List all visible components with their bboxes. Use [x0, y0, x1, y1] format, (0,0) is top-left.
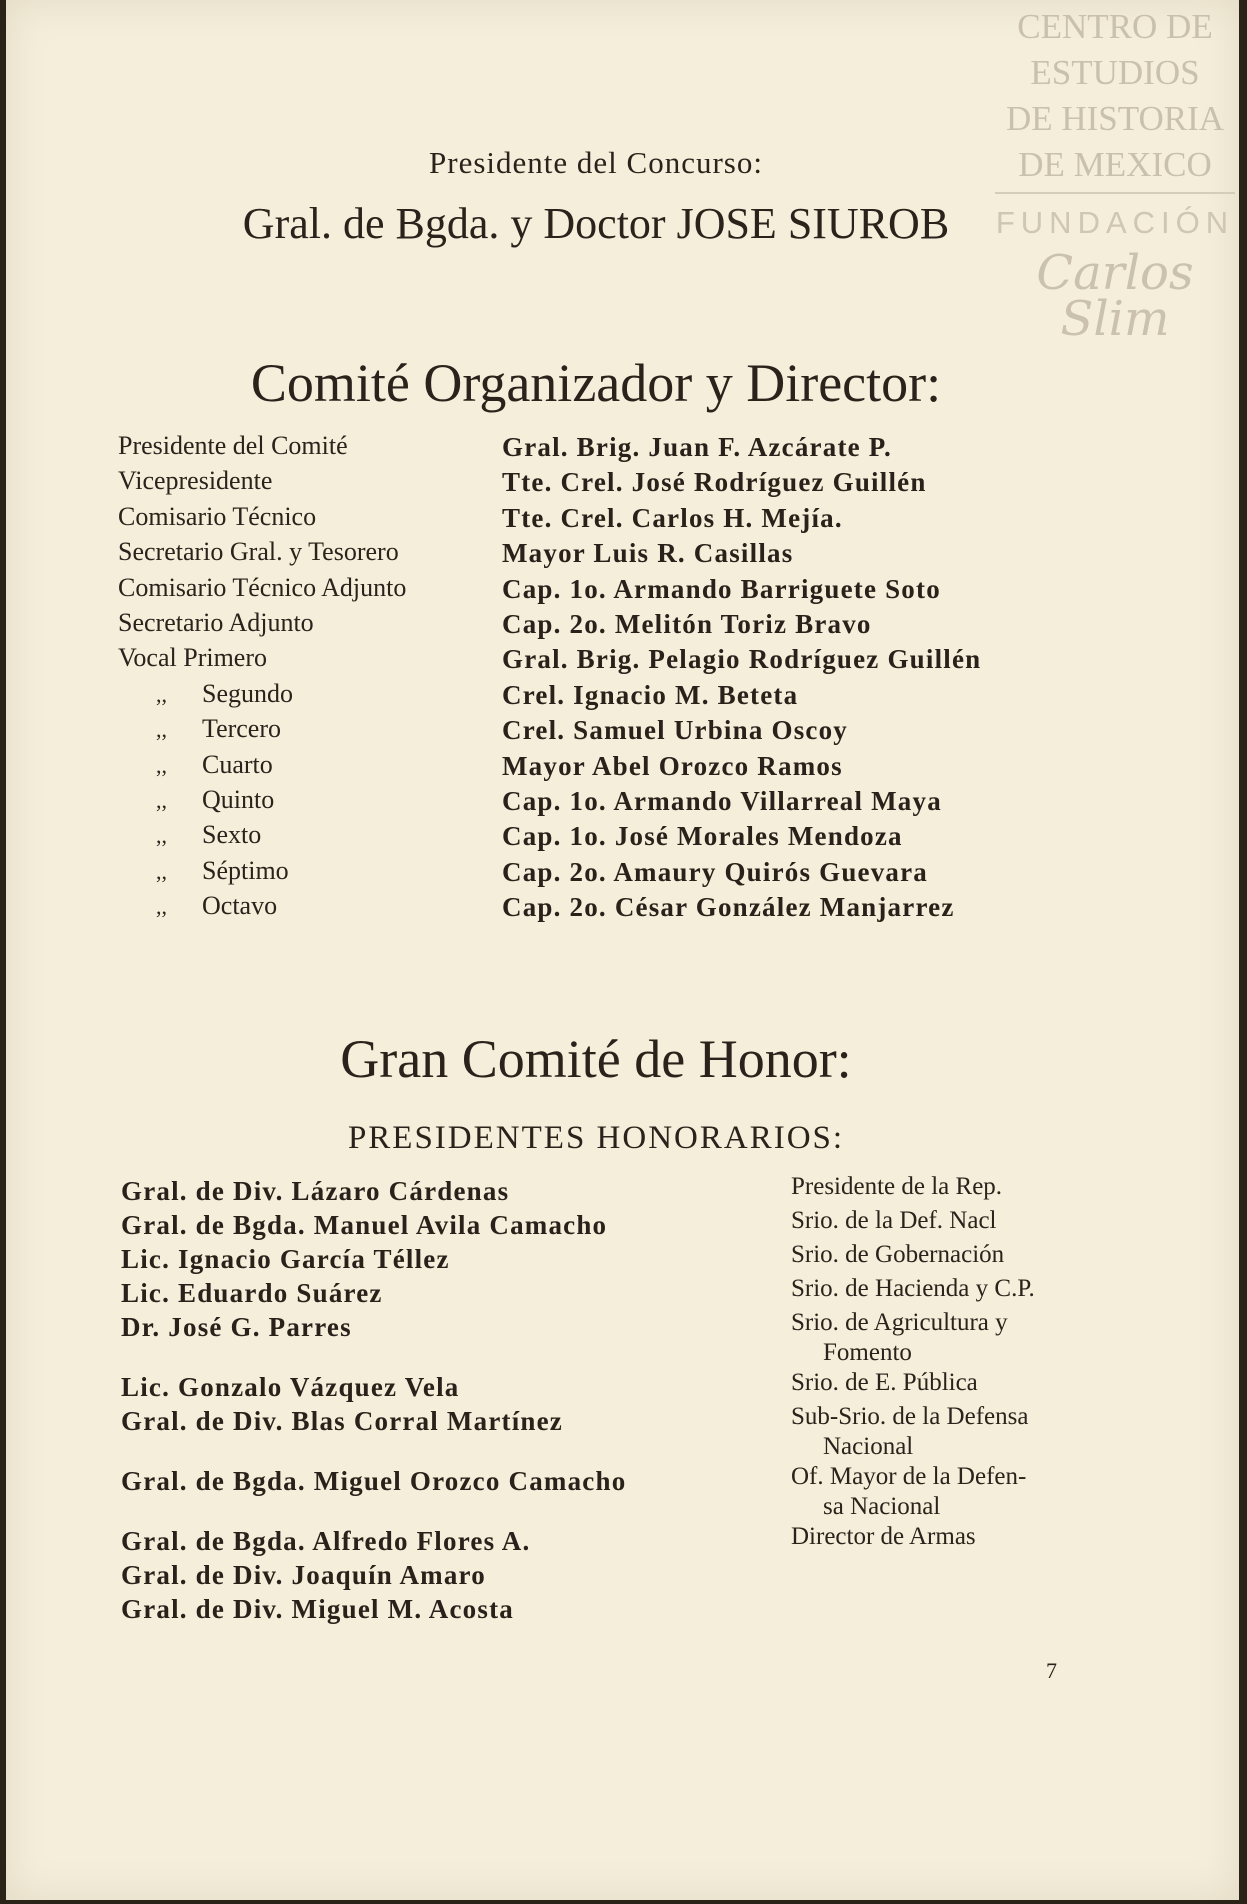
ditto-mark: ,,: [156, 858, 167, 884]
watermark-line: CENTRO DE: [1017, 7, 1213, 46]
honorary-name: Lic. Eduardo Suárez: [121, 1278, 383, 1308]
watermark-divider: [995, 192, 1235, 194]
committee-role: Comisario Técnico Adjunto: [118, 572, 407, 602]
committee-member-name: Cap. 2o. César González Manjarrez: [502, 892, 955, 923]
honorary-position: Srio. de Gobernación: [791, 1241, 1005, 1268]
committee-role: ,, Cuarto: [118, 747, 406, 782]
committee-member-name: Mayor Luis R. Casillas: [502, 538, 794, 569]
honorary-row: [121, 1172, 1071, 1206]
committee-role: ,, Tercero: [118, 711, 406, 746]
honorary-position: Srio. de la Def. Nacl: [791, 1207, 997, 1234]
page-number: 7: [1046, 1658, 1057, 1683]
honorary-name: Gral. de Div. Lázaro Cárdenas: [121, 1176, 510, 1206]
honorary-row: [121, 1402, 1071, 1462]
committee-role: Presidente del Comité: [118, 431, 348, 460]
watermark-signature: Carlos Slim: [1036, 245, 1194, 347]
contest-president-label: Presidente del Concurso:: [429, 145, 763, 180]
ditto-mark: ,,: [156, 717, 167, 743]
honorary-name: Gral. de Bgda. Manuel Avila Camacho: [121, 1210, 608, 1240]
honorary-name: Lic. Ignacio García Téllez: [121, 1244, 450, 1274]
committee-member-name: Tte. Crel. José Rodríguez Guillén: [502, 467, 927, 498]
honorary-row: [121, 1308, 1071, 1368]
committee-names-column: [502, 430, 981, 925]
committee-role: Secretario Adjunto: [118, 607, 314, 637]
committee-member-name: Cap. 1o. José Morales Mendoza: [502, 821, 903, 852]
committee-member-name: Cap. 1o. Armando Barriguete Soto: [502, 573, 941, 604]
committee-role: ,, Segundo: [118, 676, 406, 711]
committee-member-name: Tte. Crel. Carlos H. Mejía.: [502, 502, 843, 533]
honorary-presidents-list: [121, 1172, 1071, 1624]
committee-member-name: Crel. Ignacio M. Beteta: [502, 679, 799, 710]
document-page: [6, 0, 1239, 1900]
contest-president-name: Gral. de Bgda. y Doctor JOSE SIUROB: [242, 199, 950, 248]
committee-member-name: Cap. 2o. Amaury Quirós Guevara: [502, 856, 929, 887]
honorary-position: Sub-Srio. de la Defensa Nacional: [791, 1403, 1029, 1460]
committee-member-name: Mayor Abel Orozco Ramos: [502, 750, 843, 781]
honorary-position: Srio. de Agricultura y Fomento: [791, 1309, 1008, 1366]
organizing-committee-title: Comité Organizador y Director:: [250, 353, 942, 413]
committee-member-name: Crel. Samuel Urbina Oscoy: [502, 715, 848, 746]
committee-member-name: Cap. 2o. Melitón Toriz Bravo: [502, 608, 872, 639]
watermark-fundacion: FUNDACIÓN: [995, 205, 1235, 240]
watermark-line: DE MEXICO: [1018, 145, 1212, 184]
committee-role: Comisario Técnico: [118, 501, 317, 531]
ditto-mark: ,,: [156, 823, 167, 849]
honorary-row: [121, 1590, 1071, 1624]
committee-role: Vocal Primero: [118, 643, 267, 673]
honorary-name: Gral. de Div. Miguel M. Acosta: [121, 1594, 514, 1624]
ditto-mark: ,,: [156, 681, 167, 707]
committee-member-name: Cap. 1o. Armando Villarreal Maya: [502, 785, 942, 816]
honorary-position: [791, 1590, 1071, 1624]
honorary-row: [121, 1240, 1071, 1274]
honorary-position: Of. Mayor de la Defen- sa Nacional: [791, 1463, 1027, 1520]
committee-member-name: Gral. Brig. Pelagio Rodríguez Guillén: [502, 644, 982, 675]
honorary-row: [121, 1206, 1071, 1240]
committee-role: ,, Quinto: [118, 782, 406, 817]
honorary-row: [121, 1522, 1071, 1556]
honorary-name: Gral. de Div. Joaquín Amaro: [121, 1560, 486, 1590]
committee-roles-column: [118, 428, 406, 923]
honorary-name: Gral. de Bgda. Alfredo Flores A.: [121, 1526, 531, 1556]
watermark-line: DE HISTORIA: [1005, 99, 1225, 138]
committee-role: ,, Sexto: [118, 817, 406, 852]
honorary-name: Lic. Gonzalo Vázquez Vela: [121, 1372, 460, 1402]
honorary-name: Gral. de Div. Blas Corral Martínez: [121, 1406, 563, 1436]
honorary-name: Dr. José G. Parres: [121, 1312, 352, 1342]
committee-member-name: Gral. Brig. Juan F. Azcárate P.: [502, 432, 892, 462]
honorary-row: [121, 1556, 1071, 1590]
honor-committee-title: Gran Comité de Honor:: [340, 1029, 852, 1089]
honorary-row: [121, 1462, 1071, 1522]
honorary-presidents-subtitle: PRESIDENTES HONORARIOS:: [347, 1120, 845, 1156]
honorary-name: Gral. de Bgda. Miguel Orozco Camacho: [121, 1466, 627, 1496]
honorary-position: Srio. de Hacienda y C.P.: [791, 1275, 1035, 1302]
honorary-position: Director de Armas: [791, 1523, 976, 1550]
committee-role: Secretario Gral. y Tesorero: [118, 537, 399, 567]
ditto-mark: ,,: [156, 752, 167, 778]
honorary-row: [121, 1274, 1071, 1308]
committee-role: ,, Séptimo: [118, 853, 406, 888]
honorary-position: Srio. de E. Pública: [791, 1369, 978, 1396]
committee-role: ,, Octavo: [118, 888, 406, 923]
committee-role: Vicepresidente: [118, 466, 273, 496]
ditto-mark: ,,: [156, 787, 167, 813]
honorary-row: [121, 1368, 1071, 1402]
ditto-mark: ,,: [156, 894, 167, 920]
honorary-position: [791, 1556, 1071, 1590]
honorary-position: Presidente de la Rep.: [791, 1173, 1003, 1200]
watermark-line: ESTUDIOS: [1030, 53, 1200, 92]
